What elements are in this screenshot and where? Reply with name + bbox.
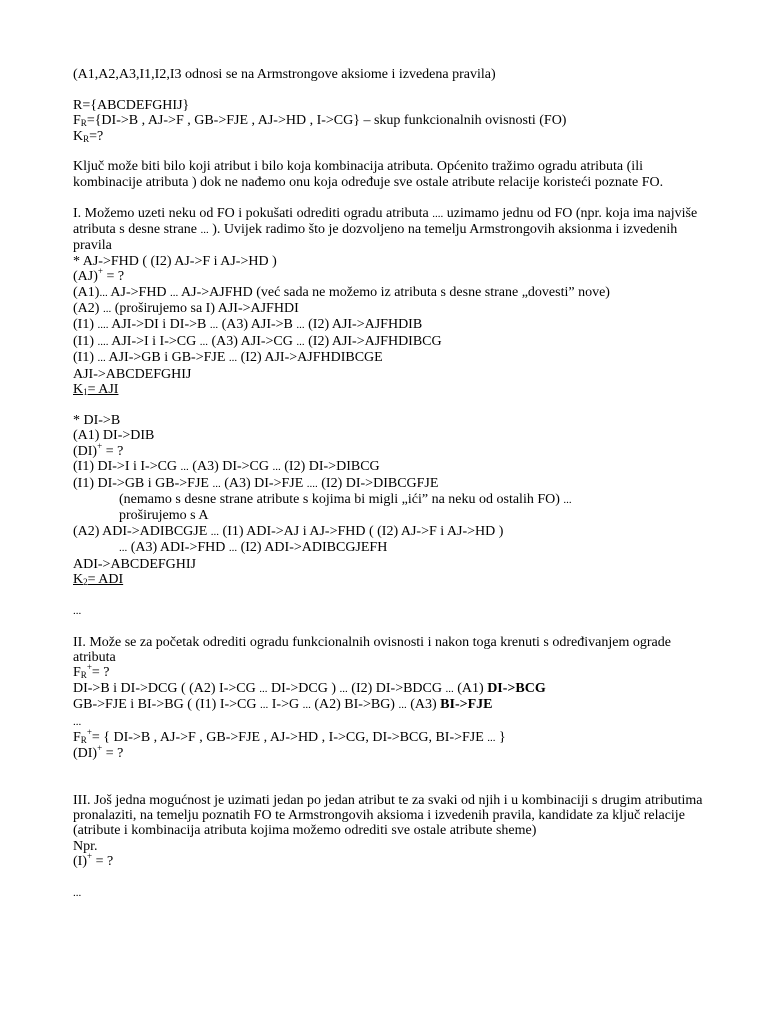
text-segment: = AJI bbox=[87, 382, 119, 398]
text-segment: F bbox=[73, 729, 81, 745]
text-segment: R bbox=[83, 133, 90, 144]
text-segment: R={ABCDEFGHIJ} bbox=[73, 97, 190, 113]
derivation-line bbox=[73, 743, 713, 762]
text-segment: III. Još jedna mogućnost je uzimati jedan po jedan atribut te za svaki od njih i u kombinaciji s drugim atributima pronalaziti, na temelju poznatih FO te Armstrongovih aksioma i izvedenih pravila, kandidate za ključ relacije (atribute i kombinacija atributa kojima možemo odrediti sve ostale atribute sheme) bbox=[73, 792, 703, 839]
text-segment: AJI->ABCDEFGHIJ bbox=[73, 366, 192, 382]
text-segment: (A1) bbox=[453, 680, 488, 696]
text-segment: = ? bbox=[102, 746, 124, 762]
text-segment: (AJ) bbox=[73, 269, 98, 285]
text-segment: (A2) BI->BG) bbox=[310, 697, 399, 713]
spacer bbox=[73, 397, 713, 412]
text-segment: (A3) DI->FJE bbox=[220, 475, 307, 491]
text-segment: 1 bbox=[83, 387, 88, 398]
text-segment: Ključ može biti bilo koji atribut i bilo koja kombinacija atributa. Općenito tražimo ogradu atributa (ili kombinacije atributa ) dok ne nađemo onu koja određuje sve ostale atribute relacije koristeći poznate FO. bbox=[73, 159, 664, 190]
derivation-line bbox=[73, 285, 713, 301]
text-segment: ... bbox=[259, 682, 268, 695]
derivation-line bbox=[73, 851, 713, 870]
text-segment: ... bbox=[445, 682, 454, 695]
text-segment: (I1) bbox=[73, 333, 98, 349]
derivation-line bbox=[73, 540, 713, 556]
text-segment: ... bbox=[260, 699, 269, 712]
text-segment: (A3) AJI->B bbox=[218, 317, 297, 333]
text-segment: (I2) AJI->AJFHDIBCGE bbox=[237, 350, 383, 366]
spacer bbox=[73, 190, 713, 205]
text-segment: + bbox=[97, 743, 103, 754]
text-segment: (A3) AJI->CG bbox=[207, 333, 297, 349]
spacer bbox=[73, 587, 713, 602]
text-segment: ={DI->B , AJ->F , GB->FJE , AJ->HD , I->CG} – skup funkcionalnih ovisnosti (FO) bbox=[86, 113, 567, 129]
text-segment: I. Možemo uzeti neku od FO i pokušati odrediti ogradu atributa bbox=[73, 205, 433, 221]
text-segment: II. Može se za početak odrediti ogradu funkcionalnih ovisnosti i nakon toga krenuti s određivanjem ograde atributa bbox=[73, 634, 671, 665]
text-segment: + bbox=[86, 662, 92, 673]
text-segment: = ? bbox=[102, 443, 124, 459]
text-segment: (A2) bbox=[73, 301, 103, 317]
text-segment: ... bbox=[170, 286, 179, 299]
text-segment: ... bbox=[200, 224, 209, 237]
text-segment: ... bbox=[97, 352, 106, 365]
text-segment: (A3) bbox=[406, 697, 441, 713]
text-segment: DI->DCG ) bbox=[267, 680, 340, 696]
section-1-intro bbox=[73, 206, 713, 254]
key-result-2 bbox=[73, 572, 713, 587]
spacer bbox=[73, 144, 713, 159]
text-segment: AJI->DI i DI->B bbox=[108, 317, 210, 333]
text-segment: (I2) DI->DIBCGFJE bbox=[317, 475, 439, 491]
derivation-line bbox=[73, 459, 713, 475]
text-segment: + bbox=[87, 851, 93, 862]
text-segment: (I1) ADI->AJ i AJ->FHD ( (I2) AJ->F i AJ->HD ) bbox=[219, 523, 504, 539]
text-segment: (A2) ADI->ADIBCGJE bbox=[73, 523, 211, 539]
text-segment: =? bbox=[89, 128, 104, 144]
text-segment: DI->B i DI->DCG ( (A2) I->CG bbox=[73, 680, 260, 696]
text-segment: ... bbox=[272, 461, 281, 474]
text-segment: * DI->B bbox=[73, 412, 121, 428]
text-segment: K bbox=[73, 128, 84, 144]
derivation-line bbox=[73, 524, 713, 540]
text-segment: R bbox=[80, 118, 87, 129]
spacer bbox=[73, 619, 713, 634]
text-segment: = ? bbox=[91, 665, 110, 681]
text-segment: (DI) bbox=[73, 443, 98, 459]
key-result-1 bbox=[73, 382, 713, 397]
text-segment: ... bbox=[99, 286, 108, 299]
derivation-line bbox=[73, 254, 713, 269]
relation-line bbox=[73, 98, 713, 113]
text-segment: = ? bbox=[102, 269, 125, 285]
derivation-line bbox=[73, 839, 713, 854]
text-segment: (A1) bbox=[73, 284, 100, 300]
text-segment: (I2) AJI->AJFHDIBCG bbox=[304, 333, 442, 349]
fd-set-line bbox=[73, 113, 713, 128]
ellipsis bbox=[73, 714, 713, 730]
derivation-line bbox=[73, 726, 713, 746]
text-segment: + bbox=[86, 726, 92, 737]
text-segment: (A1) DI->DIB bbox=[73, 428, 155, 444]
text-segment: ... bbox=[302, 699, 311, 712]
text-segment: 2 bbox=[83, 576, 88, 587]
text-segment: ... bbox=[73, 715, 82, 728]
derivation-line bbox=[73, 428, 713, 443]
derivation-line bbox=[73, 334, 713, 350]
section-2-intro bbox=[73, 635, 713, 666]
text-segment: (A3) DI->CG bbox=[188, 459, 273, 475]
text-segment: (I2) DI->BDCG bbox=[347, 680, 446, 696]
text-segment: K bbox=[73, 571, 84, 587]
text-segment: I->G bbox=[268, 697, 303, 713]
text-segment: AJ->FHD bbox=[107, 284, 171, 300]
text-segment: ... bbox=[487, 731, 496, 744]
text-segment: * AJ->FHD ( (I2) AJ->F i AJ->HD ) bbox=[73, 253, 277, 269]
derivation-line bbox=[73, 681, 713, 697]
spacer bbox=[73, 762, 713, 777]
text-segment: ... bbox=[180, 461, 189, 474]
text-segment: (nemamo s desne strane atribute s kojima bi migli „ići” na neku od ostalih FO) bbox=[119, 491, 564, 507]
text-segment: (A3) ADI->FHD bbox=[127, 540, 229, 556]
text-segment: proširujemo s A bbox=[119, 508, 209, 524]
text-segment: ... bbox=[228, 352, 238, 365]
document-body bbox=[73, 67, 713, 901]
derivation-line bbox=[73, 557, 713, 572]
spacer bbox=[73, 777, 713, 792]
text-segment: } bbox=[495, 729, 506, 745]
text-segment: .... bbox=[97, 335, 109, 348]
derivation-line bbox=[73, 662, 713, 681]
text-segment: ... bbox=[73, 886, 82, 899]
text-segment: + bbox=[97, 440, 103, 451]
derivation-line bbox=[73, 476, 713, 492]
spacer bbox=[73, 870, 713, 885]
text-segment: F bbox=[73, 665, 81, 681]
section-3-intro bbox=[73, 793, 713, 839]
key-definition-paragraph bbox=[73, 159, 713, 190]
derivation-line bbox=[73, 367, 713, 382]
text-segment: ... bbox=[212, 477, 221, 490]
text-segment: (I2) ADI->ADIBCGJEFH bbox=[237, 540, 388, 556]
text-segment: ... bbox=[209, 319, 219, 332]
key-question-line bbox=[73, 129, 713, 144]
text-segment: AJI->I i I->CG bbox=[108, 333, 200, 349]
text-segment: uzimamo jednu od FO (npr. koja ima najviše atributa s desne strane bbox=[73, 205, 698, 238]
ellipsis bbox=[73, 885, 713, 901]
text-segment: ... bbox=[398, 699, 407, 712]
text-segment: R bbox=[80, 670, 87, 681]
text-segment: ... bbox=[228, 542, 238, 555]
text-segment: ... bbox=[73, 604, 82, 617]
text-segment: = ADI bbox=[87, 571, 124, 587]
derivation-note bbox=[73, 508, 713, 523]
spacer bbox=[73, 82, 713, 97]
ellipsis bbox=[73, 603, 713, 619]
text-segment: .... bbox=[97, 319, 109, 332]
text-segment: ... bbox=[210, 525, 220, 538]
derivation-note bbox=[73, 492, 713, 508]
text-segment: (I1) DI->I i I->CG bbox=[73, 459, 181, 475]
text-segment: ... bbox=[339, 682, 348, 695]
text-segment: ... bbox=[119, 542, 128, 555]
text-segment: = ? bbox=[92, 854, 114, 870]
text-segment: (I2) AJI->AJFHDIB bbox=[304, 317, 423, 333]
text-segment: Npr. bbox=[73, 838, 98, 854]
derivation-line bbox=[73, 317, 713, 333]
derivation-line bbox=[73, 413, 713, 428]
text-segment: (I1) bbox=[73, 350, 98, 366]
text-segment: AJI->GB i GB->FJE bbox=[105, 350, 229, 366]
derivation-line bbox=[73, 350, 713, 366]
text-segment: ... bbox=[563, 493, 572, 506]
intro-line bbox=[73, 67, 713, 82]
text-segment: (I) bbox=[73, 854, 87, 870]
derivation-line bbox=[73, 697, 713, 713]
text-segment: GB->FJE i BI->BG ( (I1) I->CG bbox=[73, 697, 261, 713]
derivation-line bbox=[73, 301, 713, 317]
text-segment: (I2) DI->DIBCG bbox=[280, 459, 380, 475]
text-segment: AJ->AJFHD (već sada ne možemo iz atributa s desne strane „dovesti” nove) bbox=[178, 284, 610, 300]
text-segment: ... bbox=[296, 319, 305, 332]
text-segment: (proširujemo sa I) AJI->AJFHDI bbox=[111, 301, 299, 317]
text-segment: K bbox=[73, 382, 84, 398]
text-segment: = { DI->B , AJ->F , GB->FJE , AJ->HD , I->CG, DI->BCG, BI->FJE bbox=[91, 729, 488, 745]
text-segment: .... bbox=[432, 207, 444, 220]
text-segment: DI->BCG bbox=[487, 680, 546, 696]
text-segment: BI->FJE bbox=[440, 697, 493, 713]
text-segment: ... bbox=[296, 335, 305, 348]
derivation-line bbox=[73, 266, 713, 285]
text-segment: ADI->ABCDEFGHIJ bbox=[73, 556, 197, 572]
text-segment: ). Uvijek radimo što je dozvoljeno na temelju Armstrongovih aksionma i izvedenih pravila bbox=[73, 222, 678, 254]
text-segment: F bbox=[73, 113, 81, 129]
text-segment: (I1) bbox=[73, 317, 98, 333]
text-segment: ... bbox=[102, 303, 112, 316]
text-segment: + bbox=[97, 266, 103, 277]
text-segment: R bbox=[80, 734, 87, 745]
text-segment: (A1,A2,A3,I1,I2,I3 odnosi se na Armstrongove aksiome i izvedena pravila) bbox=[73, 67, 496, 82]
text-segment: ... bbox=[199, 335, 208, 348]
text-segment: (DI) bbox=[73, 746, 98, 762]
derivation-line bbox=[73, 440, 713, 459]
text-segment: .... bbox=[306, 477, 318, 490]
text-segment: (I1) DI->GB i GB->FJE bbox=[73, 475, 213, 491]
